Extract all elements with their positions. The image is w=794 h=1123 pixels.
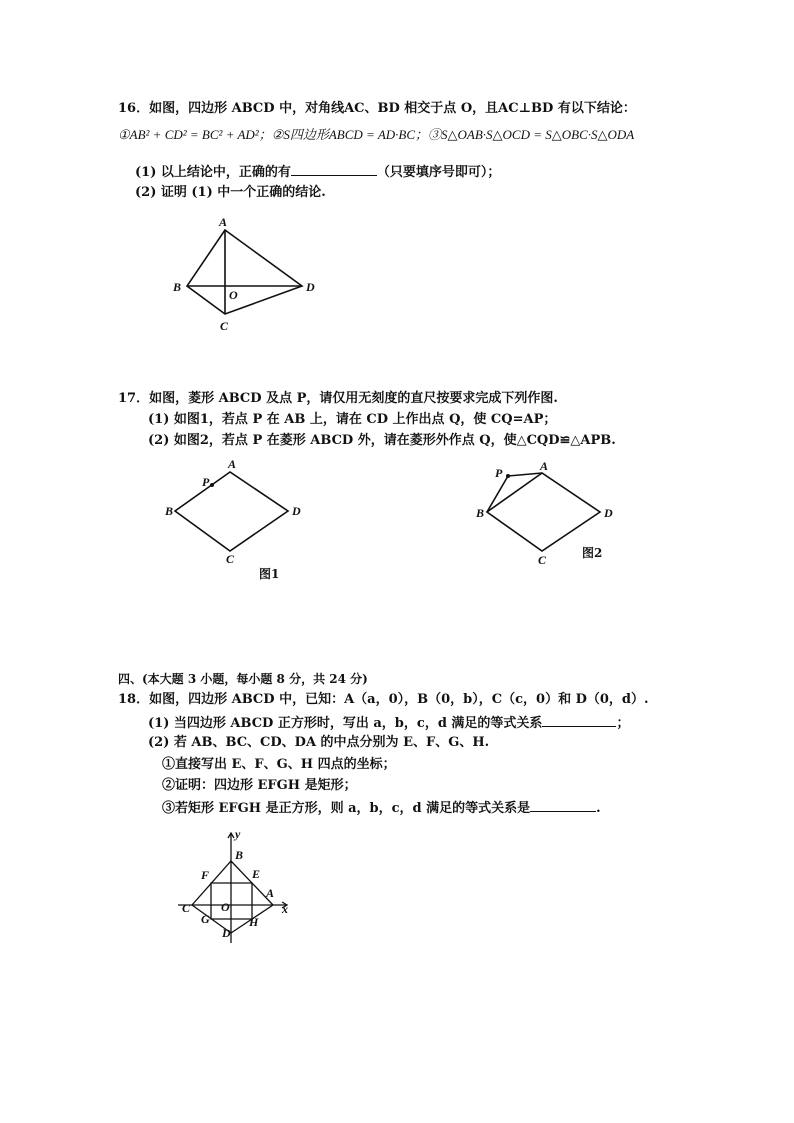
q18-label-g: G <box>201 912 210 926</box>
q18-sub2: (2) 若 AB、BC、CD、DA 的中点分别为 E、F、G、H. <box>148 735 490 750</box>
q16-label-b: B <box>173 280 182 294</box>
q17-point-p-2 <box>506 474 510 478</box>
q17-figure-1 <box>175 472 288 551</box>
q16-quadrilateral <box>187 230 302 314</box>
q18-sub1-text: (1) 当四边形 ABCD 正方形时，写出 a，b，c，d 满足的等式关系 <box>148 716 543 731</box>
q16-stem: 16．如图，四边形 ABCD 中，对角线AC、BD 相交于点 O，且AC⊥BD 有以下结论： <box>118 101 636 116</box>
q18-label-e: E <box>252 867 261 881</box>
q17-fig1-label-b: B <box>165 504 174 518</box>
q17-fig1-label-d: D <box>292 504 301 518</box>
q16-label-c: C <box>220 319 229 333</box>
q17-fig1-label-a: A <box>228 457 237 471</box>
q18-sub1-end: ； <box>616 716 630 731</box>
q17-rhombus-2 <box>487 473 600 551</box>
q18-item3-text: ③若矩形 EFGH 是正方形，则 a，b，c，d 满足的等式关系是 <box>162 801 531 816</box>
q18-label-o: O <box>221 900 230 914</box>
q18-label-a: A <box>266 886 275 900</box>
q17-fig2-label-d: D <box>604 506 613 520</box>
q17-segment-pa <box>508 473 542 476</box>
q16-sub1-text: (1) 以上结论中，正确的有 <box>135 165 291 180</box>
q16-figure <box>187 230 302 314</box>
q17-sub2: (2) 如图2，若点 P 在菱形 ABCD 外，请在菱形外作点 Q，使△CQD≌△APB. <box>148 433 616 448</box>
q17-fig1-label-c: C <box>226 552 235 566</box>
section4-header: 四、(本大题 3 小题，每小题 8 分，共 24 分) <box>118 672 368 686</box>
q18-label-h: H <box>249 915 259 929</box>
q16-label-o: O <box>229 288 238 302</box>
q17-segment-pb <box>487 476 508 512</box>
q18-label-y: y <box>235 827 241 841</box>
q18-label-f: F <box>201 868 210 882</box>
q17-fig2-label-b: B <box>476 506 485 520</box>
q17-figure-2 <box>487 473 600 551</box>
q16-label-a: A <box>219 215 228 229</box>
q18-item2: ②证明：四边形 EFGH 是矩形； <box>162 778 357 793</box>
q17-fig2-caption: 图2 <box>582 546 603 560</box>
q16-formula: ①AB² + CD² = BC² + AD²；②S四边形ABCD = AD·BC；③S△OAB·S△OCD = S△OBC·S△ODA <box>118 127 635 142</box>
q17-fig2-label-a: A <box>540 459 549 473</box>
q18-label-b: B <box>235 848 244 862</box>
q17-rhombus-1 <box>175 472 288 551</box>
q17-sub1: (1) 如图1，若点 P 在 AB 上，请在 CD 上作出点 Q，使 CQ=AP； <box>148 412 557 427</box>
q18-item1: ①直接写出 E、F、G、H 四点的坐标； <box>162 757 396 772</box>
q17-fig1-caption: 图1 <box>259 567 280 581</box>
q17-fig2-label-p: P <box>495 466 503 480</box>
q17-fig2-label-c: C <box>538 553 547 567</box>
q18-label-x: x <box>282 902 288 916</box>
q16-label-d: D <box>306 280 315 294</box>
q18-label-c: C <box>182 901 191 915</box>
q16-sub2: (2) 证明 (1) 中一个正确的结论. <box>135 185 326 200</box>
q18-label-d: D <box>222 926 231 940</box>
q18-stem: 18．如图，四边形 ABCD 中，已知：A（a，0），B（0，b），C（c，0）和 D（0，d）. <box>118 692 649 707</box>
q17-stem: 17．如图，菱形 ABCD 及点 P，请仅用无刻度的直尺按要求完成下列作图. <box>118 391 558 406</box>
q16-sub1-note: （只要填序号即可）； <box>376 165 501 180</box>
q17-point-p-1 <box>210 483 214 487</box>
q18-item3-end: . <box>596 801 601 816</box>
q17-fig1-label-p: P <box>202 475 210 489</box>
